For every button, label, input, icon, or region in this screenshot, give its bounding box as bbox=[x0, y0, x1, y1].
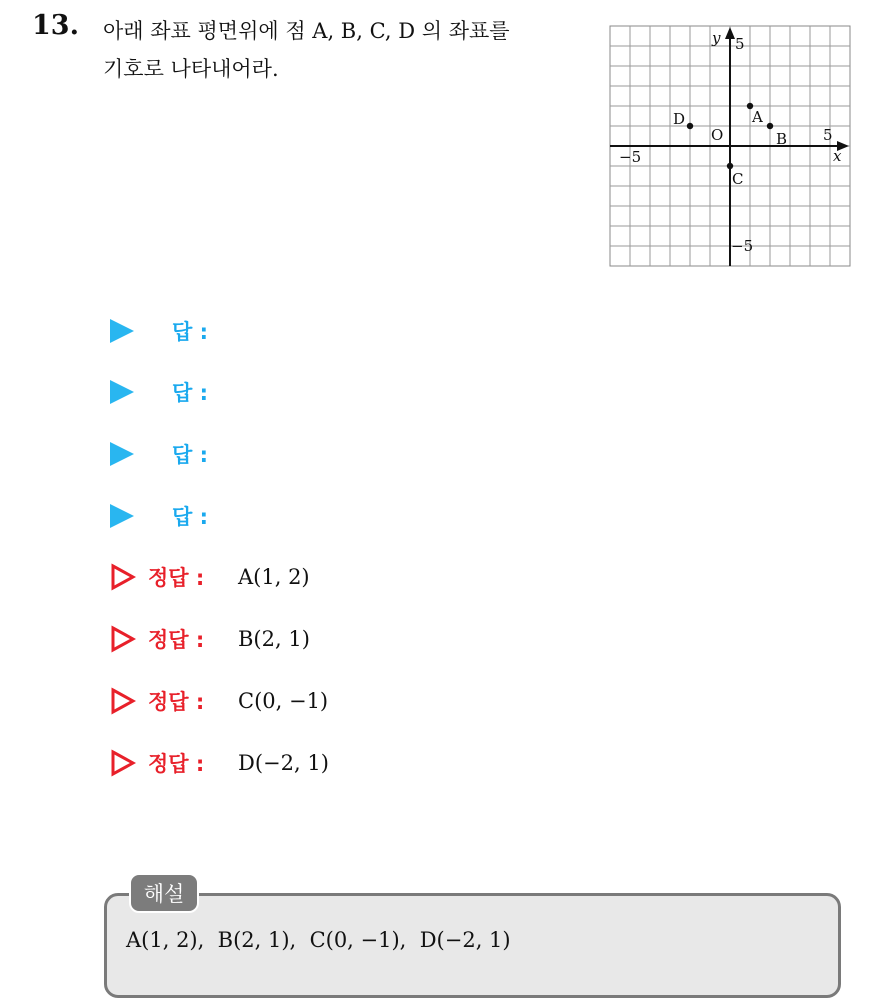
answer-row-4 bbox=[110, 499, 208, 533]
answer-label: 답 : bbox=[172, 320, 208, 344]
x-tick-5: 5 bbox=[823, 126, 833, 144]
answer-label: 답 : bbox=[172, 381, 208, 405]
answer-key-row-2 bbox=[110, 621, 310, 657]
point-d bbox=[687, 123, 693, 129]
point-label-b: B bbox=[776, 130, 788, 148]
answer-key-label: 정답 : bbox=[148, 690, 205, 714]
play-arrow-icon bbox=[110, 319, 134, 343]
question-line-1: 아래 좌표 평면위에 점 A, B, C, D 의 좌표를 bbox=[103, 19, 510, 43]
answer-key-value: B(2, 1) bbox=[238, 627, 310, 651]
explanation-text: A(1, 2), B(2, 1), C(0, −1), D(−2, 1) bbox=[126, 928, 511, 952]
play-arrow-icon bbox=[110, 442, 134, 466]
y-tick-5: 5 bbox=[735, 35, 745, 53]
answer-row-2 bbox=[110, 375, 208, 409]
point-b bbox=[767, 123, 773, 129]
answer-row-1 bbox=[110, 314, 208, 348]
answer-label: 답 : bbox=[172, 505, 208, 529]
answer-key-row-4 bbox=[110, 745, 329, 781]
point-label-c: C bbox=[732, 170, 744, 188]
answer-key-label: 정답 : bbox=[148, 628, 205, 652]
outline-triangle-icon bbox=[110, 625, 136, 653]
y-axis-label: y bbox=[712, 29, 721, 47]
answer-key-value: A(1, 2) bbox=[238, 565, 310, 589]
explanation-title: 해설 bbox=[129, 873, 199, 913]
outline-triangle-icon bbox=[110, 563, 136, 591]
question-text bbox=[103, 12, 593, 88]
answer-key-label: 정답 : bbox=[148, 752, 205, 776]
y-tick-neg5: −5 bbox=[731, 237, 754, 255]
question-line-2: 기호로 나타내어라. bbox=[103, 57, 279, 81]
answer-row-3 bbox=[110, 437, 208, 471]
answer-key-label: 정답 : bbox=[148, 566, 205, 590]
point-c bbox=[727, 163, 733, 169]
play-arrow-icon bbox=[110, 504, 134, 528]
outline-triangle-icon bbox=[110, 749, 136, 777]
answer-key-row-1 bbox=[110, 559, 310, 595]
answer-key-value: C(0, −1) bbox=[238, 689, 329, 713]
point-label-a: A bbox=[752, 108, 763, 126]
point-label-d: D bbox=[673, 110, 686, 128]
question-number: 13. bbox=[32, 10, 79, 41]
x-tick-neg5: −5 bbox=[619, 148, 642, 166]
x-axis-label: x bbox=[833, 147, 842, 165]
play-arrow-icon bbox=[110, 380, 134, 404]
coordinate-plane bbox=[609, 25, 851, 267]
answer-key-value: D(−2, 1) bbox=[238, 751, 329, 775]
answer-key-row-3 bbox=[110, 683, 329, 719]
origin-label: O bbox=[711, 126, 724, 144]
answer-label: 답 : bbox=[172, 443, 208, 467]
outline-triangle-icon bbox=[110, 687, 136, 715]
